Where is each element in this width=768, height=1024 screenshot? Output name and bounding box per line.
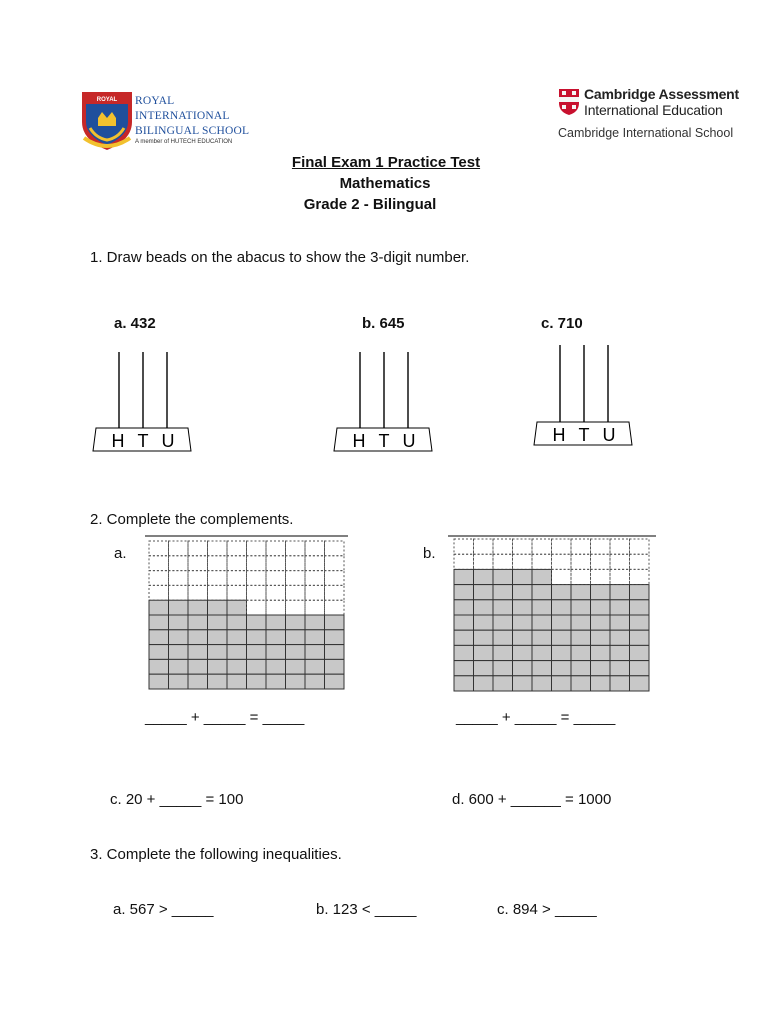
grid-cell-shaded [169,600,189,615]
grid-cell-empty [149,541,169,556]
grid-cell-empty [571,569,591,584]
q1-c-label: c. 710 [541,315,583,332]
grid-cell-empty [208,541,228,556]
grid-cell-shaded [454,661,474,676]
grid-cell-shaded [493,661,513,676]
grid-cell-empty [630,539,650,554]
school-name [135,94,249,139]
grid-cell-shaded [149,645,169,660]
grid-cell-shaded [247,659,267,674]
cambridge-name [584,86,739,118]
grid-cell-empty [474,554,494,569]
grid-cell-shaded [610,585,630,600]
grid-cell-shaded [571,600,591,615]
grid-cell-shaded [474,645,494,660]
q2-c[interactable]: c. 20 + _____ = 100 [110,791,244,808]
q1-b-label: b. 645 [362,315,405,332]
school-name-line-3: BILINGUAL SCHOOL [135,125,250,137]
q2-a-label: a. [114,545,127,562]
grid-cell-shaded [552,676,572,691]
grid-cell-shaded [474,676,494,691]
grid-cell-shaded [532,615,552,630]
grid-cell-shaded [149,674,169,689]
grid-cell-shaded [591,661,611,676]
abacus-a[interactable] [90,348,194,456]
grid-cell-shaded [474,600,494,615]
grid-cell-shaded [188,600,208,615]
grid-cell-shaded [474,630,494,645]
grid-cell-empty [532,539,552,554]
grid-cell-shaded [169,630,189,645]
grid-cell-shaded [247,674,267,689]
grid-cell-shaded [513,600,533,615]
q2-b-label: b. [423,545,436,562]
school-tagline: A member of HUTECH EDUCATION [135,139,233,145]
grid-cell-shaded [227,659,247,674]
grid-cell-shaded [227,630,247,645]
grid-cell-shaded [286,645,306,660]
grid-cell-empty [532,554,552,569]
grid-cell-shaded [591,630,611,645]
school-crest-icon [78,88,136,152]
abacus-c-units: U [602,425,616,445]
grid-cell-shaded [571,615,591,630]
grid-cell-empty [169,541,189,556]
abacus-b[interactable] [331,348,435,456]
grid-cell-empty [474,539,494,554]
grid-cell-shaded [552,585,572,600]
grid-cell-empty [305,541,325,556]
grid-cell-shaded [552,645,572,660]
grid-cell-shaded [169,645,189,660]
grid-cell-shaded [591,615,611,630]
grid-cell-shaded [454,645,474,660]
grid-cell-shaded [532,645,552,660]
abacus-a-tens: T [137,431,149,451]
grid-cell-shaded [513,676,533,691]
grid-cell-empty [188,585,208,600]
grid-cell-shaded [169,674,189,689]
grid-cell-shaded [552,661,572,676]
grid-cell-shaded [571,630,591,645]
grid-cell-empty [630,554,650,569]
grid-cell-empty [247,556,267,571]
grid-cell-shaded [169,659,189,674]
abacus-c-hundreds: H [552,425,566,445]
grid-cell-shaded [188,659,208,674]
grid-cell-empty [493,554,513,569]
cambridge-shield-icon [558,88,580,116]
grid-cell-shaded [325,659,345,674]
grid-cell-shaded [493,630,513,645]
grid-cell-shaded [305,630,325,645]
grid-cell-shaded [571,645,591,660]
grid-cell-shaded [188,630,208,645]
grid-cell-shaded [208,615,228,630]
grid-cell-empty [227,556,247,571]
grid-cell-shaded [532,676,552,691]
grid-cell-shaded [493,585,513,600]
hundred-grid-b[interactable] [448,535,658,695]
grid-cell-empty [610,539,630,554]
grid-cell-shaded [305,645,325,660]
grid-cell-empty [305,600,325,615]
grid-cell-shaded [305,659,325,674]
grid-cell-shaded [325,615,345,630]
grid-cell-shaded [630,676,650,691]
grid-cell-empty [286,585,306,600]
grid-cell-shaded [169,615,189,630]
grid-cell-empty [149,571,169,586]
grid-cell-empty [247,541,267,556]
title-line-1: Final Exam 1 Practice Test [291,154,481,171]
grid-cell-empty [227,585,247,600]
grid-cell-empty [454,554,474,569]
grid-cell-shaded [591,645,611,660]
grid-cell-shaded [591,676,611,691]
grid-cell-shaded [571,676,591,691]
grid-cell-shaded [325,645,345,660]
q3-a[interactable]: a. 567 > _____ [113,901,214,918]
grid-cell-shaded [552,615,572,630]
grid-cell-shaded [630,661,650,676]
grid-cell-shaded [610,630,630,645]
grid-cell-empty [325,600,345,615]
grid-cell-empty [591,554,611,569]
cambridge-school: Cambridge International School [558,126,734,140]
question-1: 1. Draw beads on the abacus to show the 3-digit number. [90,249,470,266]
grid-cell-empty [188,571,208,586]
grid-cell-empty [610,569,630,584]
grid-cell-shaded [571,585,591,600]
grid-cell-shaded [266,674,286,689]
grid-cell-empty [286,600,306,615]
grid-cell-empty [286,571,306,586]
grid-cell-empty [266,571,286,586]
grid-cell-shaded [454,600,474,615]
grid-cell-shaded [513,661,533,676]
grid-cell-shaded [305,674,325,689]
grid-cell-shaded [513,615,533,630]
q2-b-blanks[interactable]: _____ + _____ = _____ [456,709,616,726]
title-line-3: Grade 2 - Bilingual [303,196,437,213]
grid-cell-shaded [286,659,306,674]
grid-cell-shaded [474,615,494,630]
grid-cell-empty [571,539,591,554]
grid-cell-empty [266,585,286,600]
grid-cell-shaded [474,661,494,676]
grid-cell-empty [454,539,474,554]
grid-cell-shaded [532,661,552,676]
grid-cell-shaded [454,676,474,691]
grid-cell-empty [247,600,267,615]
grid-cell-shaded [227,600,247,615]
grid-cell-shaded [149,615,169,630]
grid-cell-empty [247,585,267,600]
grid-cell-shaded [208,645,228,660]
grid-cell-shaded [188,674,208,689]
grid-cell-shaded [532,569,552,584]
grid-cell-shaded [454,615,474,630]
grid-cell-shaded [208,630,228,645]
grid-cell-empty [630,569,650,584]
grid-cell-shaded [513,585,533,600]
grid-cell-shaded [454,630,474,645]
grid-cell-shaded [286,630,306,645]
grid-cell-shaded [266,615,286,630]
grid-cell-empty [169,571,189,586]
grid-cell-shaded [188,645,208,660]
grid-cell-shaded [513,645,533,660]
grid-cell-shaded [266,630,286,645]
grid-cell-shaded [208,600,228,615]
grid-cell-shaded [305,615,325,630]
grid-cell-empty [305,556,325,571]
cambridge-line-2: International Education [584,102,723,118]
grid-cell-empty [513,539,533,554]
grid-cell-shaded [266,645,286,660]
grid-cell-shaded [493,676,513,691]
grid-cell-empty [552,539,572,554]
grid-cell-shaded [286,674,306,689]
grid-cell-shaded [188,615,208,630]
grid-cell-shaded [610,645,630,660]
abacus-b-hundreds: H [352,431,366,451]
grid-cell-shaded [513,569,533,584]
question-3: 3. Complete the following inequalities. [90,846,342,863]
grid-cell-empty [591,539,611,554]
q3-b[interactable]: b. 123 < _____ [316,901,417,918]
grid-cell-empty [325,585,345,600]
grid-cell-empty [266,600,286,615]
grid-cell-empty [169,585,189,600]
q3-c[interactable]: c. 894 > _____ [497,901,597,918]
grid-cell-shaded [149,600,169,615]
grid-cell-empty [169,556,189,571]
grid-cell-shaded [610,676,630,691]
grid-cell-shaded [227,674,247,689]
title-line-2: Mathematics [339,175,431,192]
abacus-a-hundreds: H [111,431,125,451]
q2-a-blanks[interactable]: _____ + _____ = _____ [145,709,305,726]
grid-cell-empty [325,541,345,556]
abacus-c[interactable] [531,341,635,449]
grid-cell-shaded [247,615,267,630]
q2-d[interactable]: d. 600 + ______ = 1000 [452,791,612,808]
grid-cell-empty [610,554,630,569]
grid-cell-empty [208,556,228,571]
grid-cell-shaded [630,585,650,600]
grid-cell-empty [227,571,247,586]
grid-cell-shaded [630,600,650,615]
grid-cell-empty [266,556,286,571]
grid-cell-empty [325,571,345,586]
grid-cell-shaded [493,645,513,660]
grid-cell-shaded [149,659,169,674]
question-2: 2. Complete the complements. [90,511,294,528]
grid-cell-shaded [532,630,552,645]
grid-cell-empty [286,556,306,571]
grid-cell-shaded [286,615,306,630]
grid-cell-shaded [532,600,552,615]
abacus-a-units: U [161,431,175,451]
grid-cell-shaded [630,615,650,630]
grid-cell-empty [552,569,572,584]
q1-a-label: a. 432 [114,315,156,332]
grid-cell-empty [325,556,345,571]
grid-cell-shaded [493,600,513,615]
grid-cell-shaded [493,569,513,584]
abacus-c-tens: T [578,425,590,445]
grid-cell-shaded [208,659,228,674]
grid-cell-shaded [493,615,513,630]
grid-cell-shaded [610,615,630,630]
grid-cell-shaded [552,630,572,645]
grid-cell-empty [149,556,169,571]
grid-cell-shaded [630,645,650,660]
grid-cell-empty [552,554,572,569]
grid-cell-shaded [513,630,533,645]
grid-cell-empty [188,541,208,556]
grid-cell-empty [571,554,591,569]
grid-cell-empty [305,571,325,586]
grid-cell-shaded [552,600,572,615]
school-name-line-2: INTERNATIONAL [135,110,230,122]
grid-cell-shaded [227,645,247,660]
grid-cell-shaded [474,569,494,584]
grid-cell-shaded [266,659,286,674]
grid-cell-shaded [610,661,630,676]
grid-cell-shaded [149,630,169,645]
grid-cell-shaded [247,645,267,660]
grid-cell-empty [493,539,513,554]
grid-cell-shaded [208,674,228,689]
grid-cell-shaded [454,585,474,600]
grid-cell-shaded [630,630,650,645]
cambridge-line-1: Cambridge Assessment [584,86,739,102]
grid-cell-empty [149,585,169,600]
grid-cell-shaded [325,674,345,689]
grid-cell-empty [247,571,267,586]
grid-cell-empty [286,541,306,556]
school-name-line-1: ROYAL [135,95,175,107]
hundred-grid-a[interactable] [145,535,350,695]
grid-cell-shaded [591,600,611,615]
grid-cell-shaded [325,630,345,645]
grid-cell-empty [227,541,247,556]
grid-cell-shaded [532,585,552,600]
grid-cell-shaded [610,600,630,615]
grid-cell-empty [591,569,611,584]
grid-cell-shaded [454,569,474,584]
abacus-b-units: U [402,431,416,451]
grid-cell-empty [208,585,228,600]
grid-cell-shaded [571,661,591,676]
grid-cell-empty [513,554,533,569]
grid-cell-shaded [474,585,494,600]
grid-cell-shaded [247,630,267,645]
crest-text: ROYAL [96,97,118,103]
grid-cell-empty [208,571,228,586]
grid-cell-empty [266,541,286,556]
abacus-b-tens: T [378,431,390,451]
grid-cell-empty [305,585,325,600]
grid-cell-empty [188,556,208,571]
grid-cell-shaded [227,615,247,630]
grid-cell-shaded [591,585,611,600]
